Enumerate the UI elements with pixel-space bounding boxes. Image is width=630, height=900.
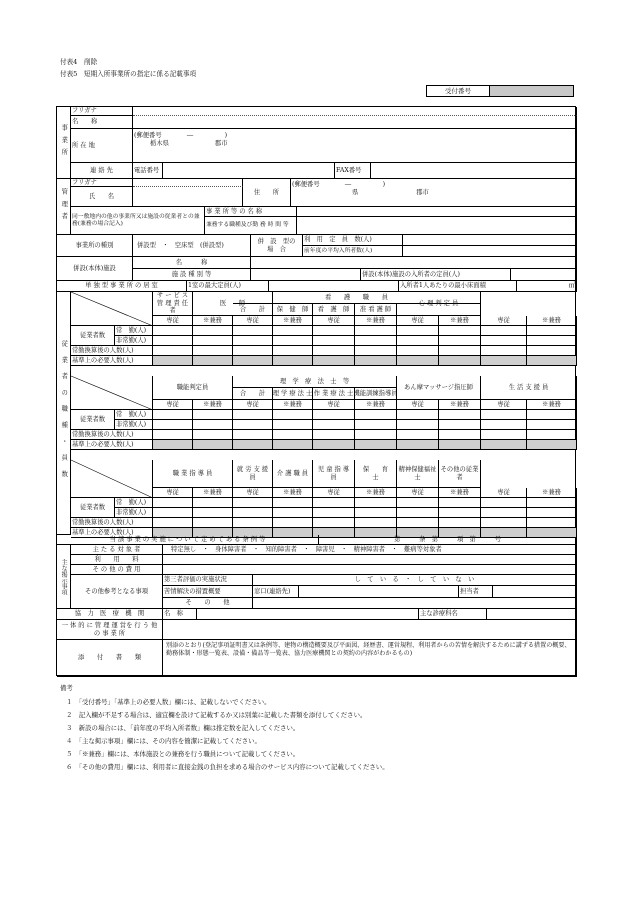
staff-row-label: 基準上の必要人数(人)	[71, 440, 153, 450]
staff-cell[interactable]	[273, 410, 313, 420]
staff-cell[interactable]	[193, 508, 233, 518]
staff-cell	[193, 440, 233, 450]
concurrent-header: ※兼務	[193, 400, 233, 410]
manager-pref-city	[292, 189, 429, 197]
staff-cell	[527, 356, 577, 366]
full-time-header: 専従	[481, 316, 527, 326]
staff-row-label: 常勤換算後の人数(人)	[71, 346, 153, 356]
staff-cell	[233, 356, 273, 366]
capacity-field[interactable]	[403, 235, 577, 246]
staff-cell[interactable]	[153, 346, 193, 356]
staff-cell[interactable]	[355, 336, 397, 346]
person-label: 担当者	[459, 586, 493, 598]
staff-cell[interactable]	[233, 508, 273, 518]
full-time-header: 専従	[233, 316, 273, 326]
concurrent-header: ※兼務	[355, 316, 397, 326]
staff-row-label: 常勤換算後の人数(人)	[71, 430, 153, 440]
combined-type-label: 併 設 型の 場 合	[251, 235, 303, 257]
empty-header-cell	[71, 376, 153, 410]
staff-cell[interactable]	[439, 346, 481, 356]
staff-cell[interactable]	[193, 336, 233, 346]
concurrent-header: ※兼務	[193, 488, 233, 498]
receipt-number-field	[490, 86, 573, 96]
staff-count-label: 従業者数	[71, 498, 115, 518]
empty-header-cell	[71, 460, 153, 498]
office-section-label: 事業所	[57, 107, 71, 179]
ordinance-label: 当 該 事 業 の 実 施 に つ い て 定 め て あ る 条 例 等	[57, 535, 319, 545]
office-fax-label: FAX番号	[335, 163, 371, 179]
staff-cell[interactable]	[527, 430, 577, 440]
staff-cell[interactable]	[233, 498, 273, 508]
office-type-field[interactable]: 併設型 ・ 空床型 (併設型)	[133, 235, 251, 257]
staff-cell[interactable]	[439, 518, 481, 528]
full-time-header: 専従	[481, 400, 527, 410]
office-fax-field[interactable]	[371, 163, 577, 179]
full-time-header: 専従	[153, 400, 193, 410]
concurrent-header: ※兼務	[193, 316, 233, 326]
staff-cell	[193, 356, 233, 366]
complaint-label: 苦情解決の措置概要	[163, 586, 253, 598]
application-form	[56, 106, 576, 676]
fee-label: 利 用 料	[71, 555, 163, 565]
facility-name-field[interactable]	[251, 257, 577, 269]
target-label: 主 た る 対 象 者	[71, 545, 163, 555]
manager-furigana-label: フリガナ	[71, 179, 133, 187]
office-contact-label: 連 絡 先	[71, 163, 133, 179]
staff-cell[interactable]	[273, 518, 313, 528]
staff-count-label: 従業者数	[71, 326, 115, 346]
empty-header-cell	[71, 292, 153, 326]
concurrent-header: ※兼務	[527, 316, 577, 326]
staff-cell[interactable]	[397, 420, 439, 430]
staff-cell[interactable]	[273, 336, 313, 346]
staff-cell[interactable]	[439, 420, 481, 430]
manager-job-label: 兼務する職種及び勤 務 時 間 等	[205, 217, 297, 235]
staff-cell	[439, 440, 481, 450]
attachment-5-title: 付表5 短期入所事業所の指定に係る記載事項	[60, 70, 197, 78]
staff-cell[interactable]	[481, 508, 527, 518]
staff-cell[interactable]	[153, 508, 193, 518]
facility-capacity-label: 併設(本体)施設の入所者の定員(人)	[361, 269, 511, 281]
staff-cell[interactable]	[355, 508, 397, 518]
third-party-field[interactable]: し て い る ・ し て い な い	[253, 575, 577, 586]
capacity-label: 利 用 定 員 数(人)	[303, 235, 403, 246]
staff-row-label: 常 勤(人)	[115, 498, 153, 508]
staff-cell[interactable]	[355, 326, 397, 336]
area-unit: ㎡	[568, 282, 575, 290]
pt-header: 理 学 療 法 士	[273, 388, 313, 400]
full-time-header: 専従	[397, 488, 439, 498]
staff-cell[interactable]	[193, 346, 233, 356]
office-furigana-field[interactable]	[133, 107, 577, 116]
person-field[interactable]	[493, 586, 577, 598]
etc-label: そ の 他	[163, 598, 253, 609]
staff-cell[interactable]	[193, 326, 233, 336]
integrated-office-field[interactable]	[163, 620, 577, 640]
staff-cell[interactable]	[397, 346, 439, 356]
note-4: ４ 「主な掲示事項」欄には、その内容を簡潔に記載してください。	[66, 737, 261, 745]
ot-header: 作 業 療 法 士	[313, 388, 355, 400]
therapist-total-header: 合 計	[233, 388, 273, 400]
staff-cell[interactable]	[355, 518, 397, 528]
full-time-header: 専従	[153, 488, 193, 498]
staff-cell[interactable]	[313, 410, 355, 420]
note-2: ２ 記入欄が不足する場合は、適宜欄を設けて記載するか又は別葉に記載した書類を添付してください。	[66, 711, 367, 719]
staff-cell[interactable]	[313, 518, 355, 528]
staff-cell	[313, 356, 355, 366]
staff-cell	[273, 440, 313, 450]
concurrent-header: ※兼務	[273, 488, 313, 498]
nurse-header: 看 護 職 員	[233, 292, 481, 304]
room-capacity-label: 1室の最大定員(人)	[187, 281, 269, 292]
voc-header: 職 業 指 導 員	[153, 460, 233, 488]
staff-cell[interactable]	[397, 518, 439, 528]
ordinance-article-field[interactable]: 第 条 第 項 第 号	[319, 535, 577, 545]
coop-name-field[interactable]	[197, 609, 419, 620]
staff-cell[interactable]	[233, 420, 273, 430]
facility-capacity-field[interactable]	[511, 269, 577, 281]
window-label: 窓口(連絡先)	[253, 586, 299, 598]
full-time-header: 専従	[233, 488, 273, 498]
staff-row-label: 常 勤(人)	[115, 410, 153, 420]
full-time-header: 専従	[397, 400, 439, 410]
note-5: ５ 「※兼務」欄には、本体施設との兼務を行う職員について記載してください。	[66, 750, 300, 758]
concurrent-header: ※兼務	[273, 316, 313, 326]
concurrent-header: ※兼務	[355, 488, 397, 498]
manager-other-office-label: 事 業 所 等 の 名 称	[205, 207, 297, 217]
target-field[interactable]: 特定無し ・ 身体障害者 ・ 知的障害者 ・ 障害児 ・ 精神障害者 ・ 難病等対象者	[163, 545, 577, 555]
manager-address-field[interactable]	[291, 179, 577, 207]
psych-judge-header: 心 理 判 定 員	[397, 292, 481, 316]
staff-cell	[439, 356, 481, 366]
nursery-header: 保 育 士	[355, 460, 397, 488]
staff-cell[interactable]	[233, 410, 273, 420]
staff-cell[interactable]	[273, 346, 313, 356]
staff-cell[interactable]	[355, 420, 397, 430]
other-fee-field[interactable]	[163, 565, 577, 575]
staff-cell[interactable]	[233, 326, 273, 336]
avg-residents-field[interactable]	[403, 246, 577, 257]
full-time-header: 専従	[313, 316, 355, 326]
office-address-label: 所 在 地	[71, 129, 133, 163]
coop-dept-field[interactable]	[487, 609, 577, 620]
staff-count-label: 従業者数	[71, 410, 115, 430]
manager-other-office-field[interactable]	[297, 207, 577, 217]
staff-cell	[397, 356, 439, 366]
staff-cell[interactable]	[481, 420, 527, 430]
coop-medical-label: 協 力 医 療 機 関	[57, 609, 163, 620]
manager-address-label: 住 所	[243, 179, 291, 207]
staff-cell	[481, 440, 527, 450]
full-time-header: 専従	[153, 316, 193, 326]
coop-dept-label: 主な診療科名	[419, 609, 487, 620]
manager-postal: (郵便番号 ― )	[292, 181, 386, 188]
window-field[interactable]	[299, 586, 459, 598]
staff-cell[interactable]	[355, 410, 397, 420]
manager-concurrent-label: 同一敷地内の他の事業所又は施設の従業者との兼務(兼務の場合記入)	[71, 207, 205, 235]
mhsw-header: 精神保健福祉士	[397, 460, 439, 488]
third-party-label: 第三者評価の実施状況	[163, 575, 253, 586]
staff-cell[interactable]	[313, 498, 355, 508]
public-health-nurse-header: 保 健 師	[273, 304, 313, 316]
staff-section-label: 従業者の職種・員数	[57, 292, 71, 535]
staff-cell[interactable]	[153, 430, 193, 440]
staff-cell[interactable]	[439, 326, 481, 336]
staff-cell[interactable]	[481, 326, 527, 336]
staff-cell[interactable]	[313, 420, 355, 430]
facility-name-label: 名 称	[133, 257, 251, 269]
staff-cell[interactable]	[481, 410, 527, 420]
staff-cell[interactable]	[313, 346, 355, 356]
concurrent-header: ※兼務	[273, 400, 313, 410]
concurrent-header: ※兼務	[439, 316, 481, 326]
staff-cell[interactable]	[481, 518, 527, 528]
manager-name-field[interactable]	[133, 187, 243, 207]
staff-cell[interactable]	[273, 498, 313, 508]
note-1: １ 「受付番号」「基準上の必要人数」欄には、記載しないでください。	[66, 698, 271, 706]
office-furigana-label: フリガナ	[71, 107, 133, 116]
staff-cell[interactable]	[439, 336, 481, 346]
info-section-label: 主な掲示事項	[57, 545, 71, 609]
staff-cell[interactable]	[439, 498, 481, 508]
nurse-total-header: 合 計	[233, 304, 273, 316]
assistant-nurse-header: 准 看 護 師	[355, 304, 397, 316]
avg-residents-label: 前年度の平均入所者数(人)	[303, 246, 403, 257]
staff-cell[interactable]	[481, 430, 527, 440]
attachment-4-label: 付表4 削除	[60, 58, 98, 66]
staff-cell[interactable]	[193, 518, 233, 528]
main-facility-label: 併設(本体)施設	[57, 257, 133, 281]
staff-row-label: 非常勤(人)	[115, 420, 153, 430]
coop-name-label: 名 称	[163, 609, 197, 620]
staff-cell[interactable]	[233, 336, 273, 346]
staff-cell[interactable]	[527, 410, 577, 420]
staff-row-label: 基準上の必要人数(人)	[71, 356, 153, 366]
staff-cell	[313, 440, 355, 450]
staff-cell[interactable]	[397, 498, 439, 508]
office-tel-field[interactable]	[163, 163, 335, 179]
office-name-label: 名 称	[71, 116, 133, 129]
staff-cell[interactable]	[193, 498, 233, 508]
staff-row-label: 常勤換算後の人数(人)	[71, 518, 153, 528]
full-time-header: 専従	[481, 488, 527, 498]
office-address-field[interactable]	[133, 129, 577, 163]
staff-cell[interactable]	[273, 430, 313, 440]
life-support-header: 生 活 支 援 員	[481, 376, 577, 400]
staff-cell	[153, 356, 193, 366]
full-time-header: 専従	[313, 488, 355, 498]
child-header: 児 童 指 導 員	[313, 460, 355, 488]
staff-cell[interactable]	[313, 336, 355, 346]
office-type-label: 事業所の種別	[57, 235, 133, 257]
staff-cell[interactable]	[193, 420, 233, 430]
receipt-number-box	[426, 85, 574, 97]
staff-cell[interactable]	[273, 420, 313, 430]
func-judge-header: 職能判定員	[153, 376, 233, 400]
concurrent-header: ※兼務	[439, 488, 481, 498]
staff-cell[interactable]	[397, 326, 439, 336]
employment-header: 就 労 支 援 員	[233, 460, 273, 488]
staff-cell[interactable]	[439, 508, 481, 518]
office-city: 郡市	[214, 139, 228, 147]
min-area-label: 入所者1人あたりの最小床面積	[399, 281, 517, 292]
manager-furigana-field[interactable]	[133, 179, 243, 187]
staff-cell	[233, 440, 273, 450]
staff-cell[interactable]	[527, 336, 577, 346]
staff-cell[interactable]	[397, 508, 439, 518]
staff-cell[interactable]	[439, 430, 481, 440]
staff-cell[interactable]	[527, 420, 577, 430]
office-name-field[interactable]	[133, 116, 577, 129]
staff-cell[interactable]	[193, 410, 233, 420]
full-time-header: 専従	[233, 400, 273, 410]
svc-manager-header: サ ー ビ ス管 理 責 任 者	[153, 292, 193, 316]
other-info-label: その他参考となる事項	[71, 575, 163, 609]
manager-pref: 県	[352, 188, 359, 196]
notes-title: 備考	[60, 684, 73, 692]
concurrent-header: ※兼務	[527, 400, 577, 410]
staff-cell[interactable]	[527, 498, 577, 508]
concurrent-header: ※兼務	[439, 400, 481, 410]
etc-field[interactable]	[253, 598, 577, 609]
staff-cell	[355, 440, 397, 450]
manager-name-label: 氏 名	[71, 187, 133, 207]
standalone-room-label: 単 独 型 事 業 所 の 居 室	[57, 281, 187, 292]
staff-cell[interactable]	[313, 430, 355, 440]
manager-job-field[interactable]	[297, 217, 577, 235]
staff-cell[interactable]	[233, 346, 273, 356]
concurrent-header: ※兼務	[527, 488, 577, 498]
staff-cell[interactable]	[273, 326, 313, 336]
min-area-field[interactable]	[517, 281, 577, 292]
staff-cell[interactable]	[153, 518, 193, 528]
staff-cell[interactable]	[273, 508, 313, 518]
staff-cell[interactable]	[313, 326, 355, 336]
integrated-office-label: 一 体 的 に 管 理 運 営を 行 う 他 の 事 業 所	[57, 620, 163, 640]
office-tel-label: 電話番号	[133, 163, 163, 179]
staff-cell	[273, 356, 313, 366]
staff-cell[interactable]	[355, 346, 397, 356]
facility-kind-field[interactable]	[251, 269, 361, 281]
attachments-label: 添 付 書 類	[57, 640, 163, 677]
staff-cell[interactable]	[233, 518, 273, 528]
massage-header: あん摩マッサージ指圧師	[397, 376, 481, 400]
doctor-header: 医 師	[193, 292, 273, 316]
full-time-header: 専従	[397, 316, 439, 326]
staff-cell	[481, 356, 527, 366]
staff-cell	[355, 356, 397, 366]
other-fee-label: そ の 他 の 費 用	[71, 565, 163, 575]
note-6: ６ 「その他の費用」欄には、利用者に直接金銭の負担を求める場合のサービス内容について記載してください。	[66, 763, 389, 771]
staff-cell[interactable]	[153, 410, 193, 420]
staff-cell[interactable]	[397, 336, 439, 346]
office-pref: 栃木県	[150, 139, 169, 147]
staff-cell[interactable]	[153, 336, 193, 346]
staff-cell[interactable]	[233, 430, 273, 440]
staff-cell[interactable]	[355, 498, 397, 508]
office-postal: (郵便番号 ― )	[134, 132, 228, 139]
staff-cell[interactable]	[153, 498, 193, 508]
room-capacity-field[interactable]	[269, 281, 399, 292]
manager-section-label: 管理者	[57, 179, 71, 235]
concurrent-header: ※兼務	[355, 400, 397, 410]
staff-cell[interactable]	[481, 336, 527, 346]
office-pref-city	[134, 140, 227, 148]
staff-cell	[527, 440, 577, 450]
therapist-header: 理 学 療 法 士 等	[233, 376, 397, 388]
attachments-text: 別添のとおり(登記事項証明書又は条例等、建物の構造概要及び平面図、経歴書、運営規程、利用者からの苦情を解決するために講ずる措置の概要、勤務体制・形態一覧表、設備・備品等一覧表、協力医療機関との契約の内容がわかるもの)	[163, 640, 577, 677]
staff-cell[interactable]	[193, 430, 233, 440]
staff-cell	[153, 440, 193, 450]
staff-cell[interactable]	[153, 326, 193, 336]
staff-cell	[397, 440, 439, 450]
staff-cell[interactable]	[397, 410, 439, 420]
staff-cell[interactable]	[355, 430, 397, 440]
staff-row-label: 非常勤(人)	[115, 336, 153, 346]
staff-cell[interactable]	[527, 518, 577, 528]
other-staff-header: その他の従業者	[439, 460, 481, 488]
staff-cell[interactable]	[439, 410, 481, 420]
staff-cell[interactable]	[481, 498, 527, 508]
full-time-header: 専従	[313, 400, 355, 410]
staff-cell[interactable]	[527, 346, 577, 356]
manager-city: 郡市	[416, 188, 429, 196]
facility-kind-label: 施 設 種 別 等	[133, 269, 251, 281]
rt-header: 機能訓練指導員	[355, 388, 397, 400]
care-header: 介 護 職 員	[273, 460, 313, 488]
staff-cell[interactable]	[481, 346, 527, 356]
staff-cell[interactable]	[397, 430, 439, 440]
staff-cell[interactable]	[313, 508, 355, 518]
registered-nurse-header: 看 護 師	[313, 304, 355, 316]
staff-row-label: 常 勤(人)	[115, 326, 153, 336]
staff-row-label: 非常勤(人)	[115, 508, 153, 518]
staff-cell[interactable]	[153, 420, 193, 430]
staff-row-label: 基準上の必要人数(人)	[71, 528, 153, 538]
fee-field[interactable]	[163, 555, 577, 565]
staff-cell[interactable]	[527, 508, 577, 518]
note-3: ３ 新設の場合には、「前年度の平均入所者数」欄は推定数を記入してください。	[66, 724, 300, 732]
receipt-number-label: 受付番号	[427, 86, 490, 96]
staff-cell[interactable]	[527, 326, 577, 336]
